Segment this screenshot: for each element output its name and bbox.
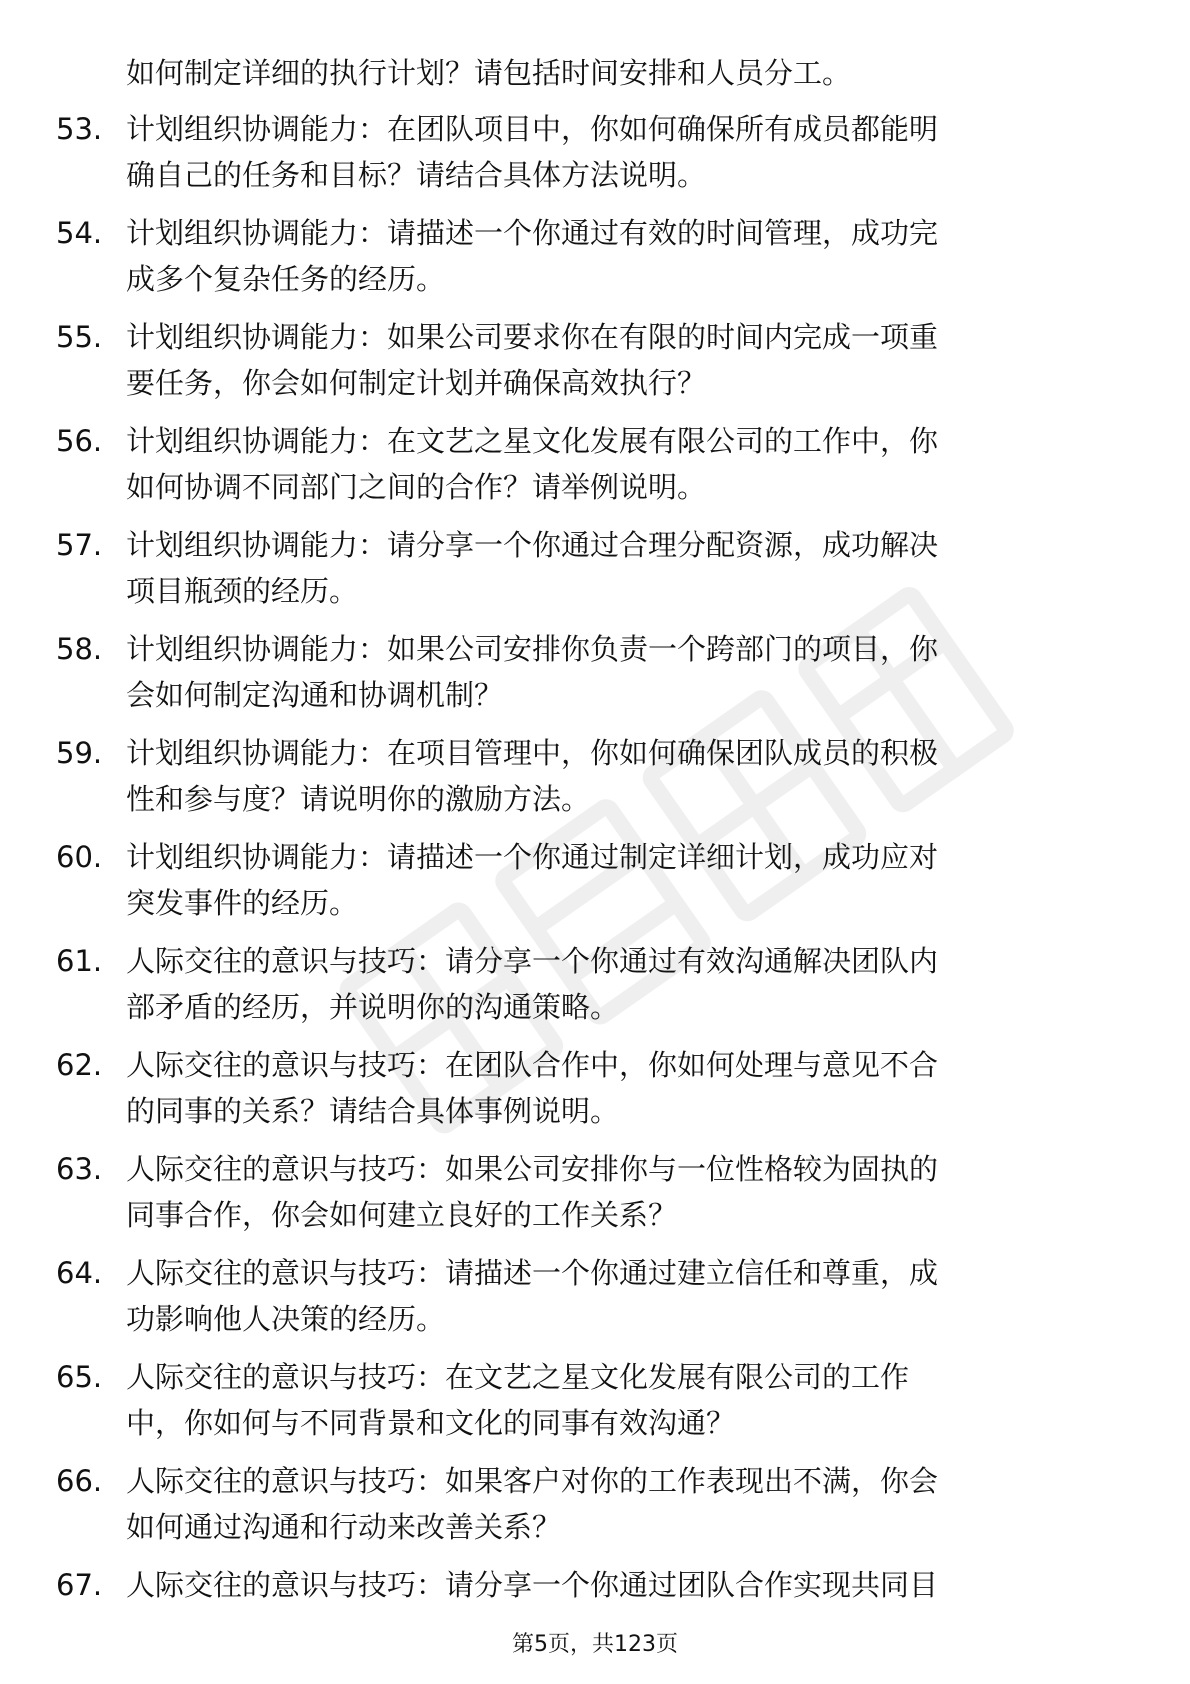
- question-number: 65.: [56, 1360, 103, 1394]
- question-text: 计划组织协调能力：在项目管理中，你如何确保团队成员的积极 性和参与度？请说明你的激励方法。: [126, 736, 939, 816]
- question-item: [0, 1458, 1190, 1562]
- question-text: 人际交往的意识与技巧：请分享一个你通过有效沟通解决团队内 部矛盾的经历，并说明你的沟通策略。: [126, 944, 939, 1024]
- question-text: 计划组织协调能力：如果公司要求你在有限的时间内完成一项重 要任务，你会如何制定计划并确保高效执行？: [126, 320, 939, 400]
- question-number: 58.: [56, 632, 103, 666]
- question-text: 计划组织协调能力：如果公司安排你负责一个跨部门的项目，你 会如何制定沟通和协调机制？: [126, 632, 939, 712]
- question-number: 59.: [56, 736, 103, 770]
- question-text: 人际交往的意识与技巧：请分享一个你通过团队合作实现共同目: [126, 1568, 939, 1602]
- question-number: 56.: [56, 424, 103, 458]
- question-number: 55.: [56, 320, 103, 354]
- continued-question-line: 如何制定详细的执行计划？请包括时间安排和人员分工。: [126, 56, 852, 90]
- question-item: [0, 730, 1190, 834]
- question-item: [0, 522, 1190, 626]
- question-number: 54.: [56, 216, 103, 250]
- question-item: [0, 210, 1190, 314]
- question-number: 53.: [56, 112, 103, 146]
- question-text: 人际交往的意识与技巧：请描述一个你通过建立信任和尊重，成 功影响他人决策的经历。: [126, 1256, 939, 1336]
- question-number: 63.: [56, 1152, 103, 1186]
- question-number: 60.: [56, 840, 103, 874]
- question-item: [0, 106, 1190, 210]
- question-item: [0, 1146, 1190, 1250]
- question-number: 57.: [56, 528, 103, 562]
- question-item: [0, 314, 1190, 418]
- question-item: [0, 1042, 1190, 1146]
- question-text: 人际交往的意识与技巧：如果客户对你的工作表现出不满，你会 如何通过沟通和行动来改善关系？: [126, 1464, 939, 1544]
- question-text: 计划组织协调能力：请描述一个你通过制定详细计划，成功应对 突发事件的经历。: [126, 840, 939, 920]
- question-text: 人际交往的意识与技巧：在文艺之星文化发展有限公司的工作 中，你如何与不同背景和文化的同事有效沟通？: [126, 1360, 910, 1440]
- question-number: 62.: [56, 1048, 103, 1082]
- question-number: 66.: [56, 1464, 103, 1498]
- question-number: 67.: [56, 1568, 103, 1602]
- question-item: [0, 626, 1190, 730]
- page-footer: 第5页，共123页: [512, 1632, 678, 1657]
- question-text: 计划组织协调能力：在团队项目中，你如何确保所有成员都能明 确自己的任务和目标？请结合具体方法说明。: [126, 112, 939, 192]
- question-item: [0, 834, 1190, 938]
- question-text: 人际交往的意识与技巧：如果公司安排你与一位性格较为固执的 同事合作，你会如何建立良好的工作关系？: [126, 1152, 939, 1232]
- question-item: [0, 938, 1190, 1042]
- question-item: [0, 1250, 1190, 1354]
- question-text: 人际交往的意识与技巧：在团队合作中，你如何处理与意见不合 的同事的关系？请结合具体事例说明。: [126, 1048, 939, 1128]
- question-text: 计划组织协调能力：请描述一个你通过有效的时间管理，成功完 成多个复杂任务的经历。: [126, 216, 939, 296]
- question-number: 61.: [56, 944, 103, 978]
- question-item: [0, 418, 1190, 522]
- question-item: [0, 1354, 1190, 1458]
- question-text: 计划组织协调能力：在文艺之星文化发展有限公司的工作中，你 如何协调不同部门之间的合作？请举例说明。: [126, 424, 939, 504]
- question-text: 计划组织协调能力：请分享一个你通过合理分配资源，成功解决 项目瓶颈的经历。: [126, 528, 939, 608]
- question-number: 64.: [56, 1256, 103, 1290]
- question-list: [0, 106, 1190, 1666]
